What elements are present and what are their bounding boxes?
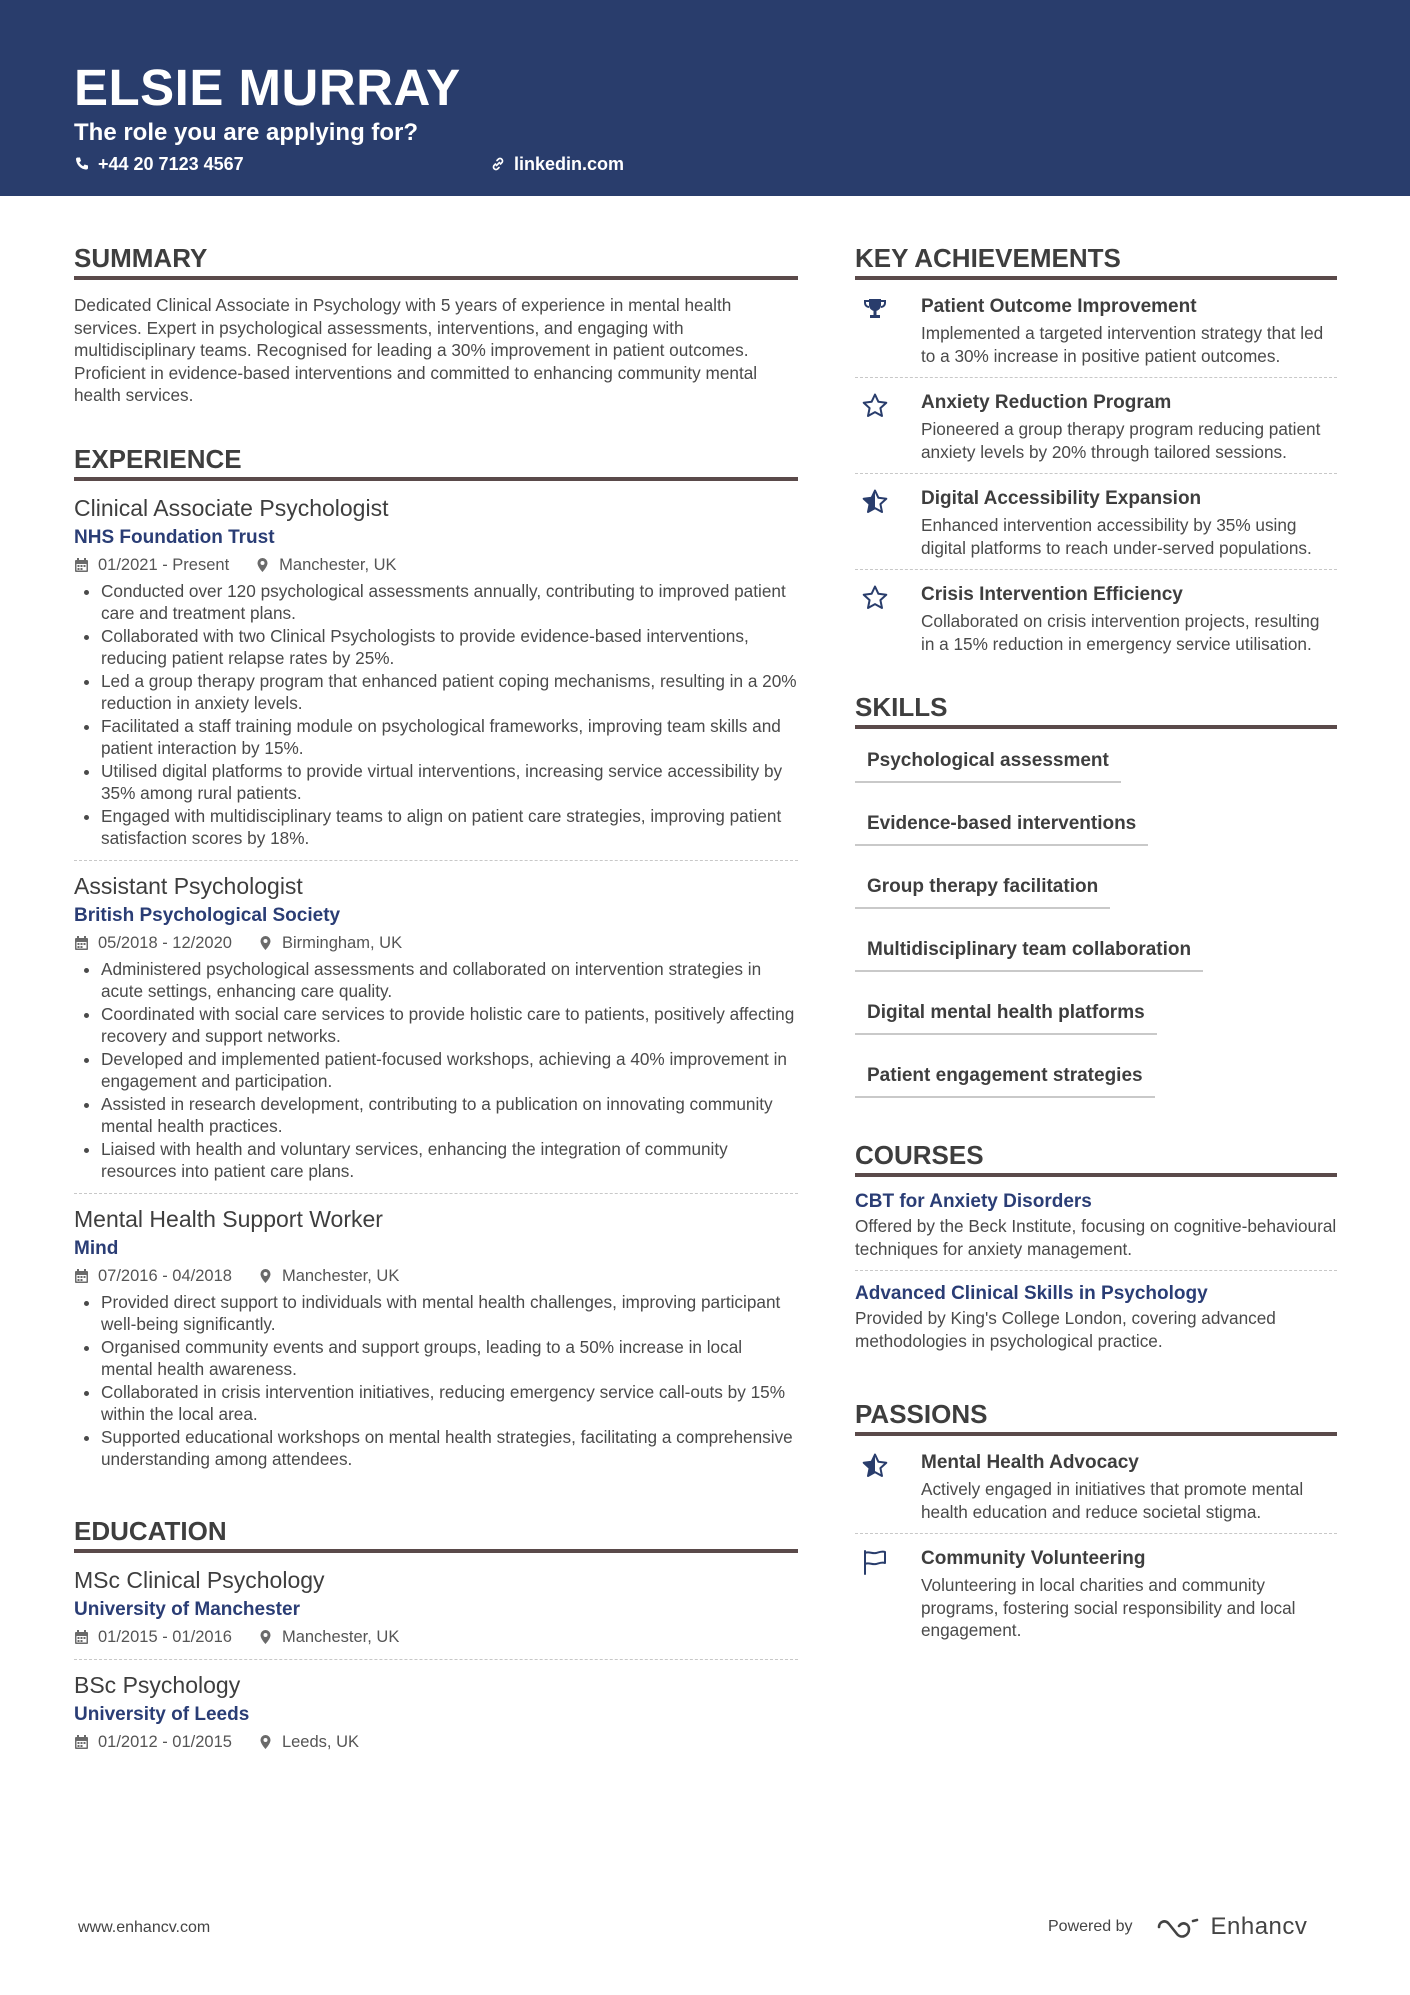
linkedin-contact[interactable] (490, 153, 624, 175)
course-title: Advanced Clinical Skills in Psychology (855, 1283, 1208, 1304)
job-dates: 05/2018 - 12/2020 (98, 933, 232, 952)
course-title: CBT for Anxiety Disorders (855, 1191, 1092, 1212)
job-dates: 01/2021 - Present (98, 555, 230, 574)
skill-tag: Group therapy facilitation (855, 875, 1110, 909)
achievement-title: Digital Accessibility Expansion (921, 488, 1202, 509)
brand-logo[interactable] (1155, 1913, 1308, 1941)
passion-description: Actively engaged in initiatives that promote mental health education and reduce societal stigma. (921, 1479, 1304, 1522)
star-half-icon (861, 488, 889, 516)
course-item (855, 1281, 1337, 1362)
summary-text: Dedicated Clinical Associate in Psychology with 5 years of experience in mental health services. Expert in psychological assessments, interventions, and engaging with multidisciplinary teams. Recognised for leading a 30% improvement in patient outcomes. Proficient in evidence-based interventions and committed to enhancing community mental health services. (74, 295, 758, 405)
powered-by-label: Powered by (1048, 1918, 1133, 1935)
job-location: Manchester, UK (281, 1266, 400, 1285)
job-bullets (74, 958, 798, 1183)
star-half-icon (861, 1452, 889, 1480)
job-bullet: • Facilitated a staff training module on psychological frameworks, improving team skills and patient interaction by 15%. (101, 715, 798, 760)
education-entry (74, 1565, 798, 1660)
job-organization: Mind (74, 1237, 119, 1259)
job-bullet: • Utilised digital platforms to provide virtual interventions, increasing service accessibility by 35% among rural patients. (101, 760, 798, 805)
job-bullet: • Conducted over 120 psychological assessments annually, contributing to improved patient care and treatment plans. (101, 580, 798, 625)
education-heading: EDUCATION (74, 1515, 798, 1553)
achievement-item (855, 570, 1337, 665)
achievement-description: Enhanced intervention accessibility by 35% using digital platforms to reach under-served populations. (921, 515, 1312, 558)
education-dates: 01/2015 - 01/2016 (98, 1627, 232, 1646)
education-dates: 01/2012 - 01/2015 (98, 1732, 232, 1751)
skill-tag: Multidisciplinary team collaboration (855, 938, 1203, 972)
achievement-item (855, 378, 1337, 474)
location-pin-icon (258, 1734, 273, 1750)
location-pin-icon (255, 557, 270, 573)
achievement-title: Anxiety Reduction Program (921, 392, 1172, 413)
job-meta (74, 1264, 798, 1288)
job-bullet: • Led a group therapy program that enhanced patient coping mechanisms, resulting in a 20% reduction in anxiety levels. (101, 670, 798, 715)
left-column (74, 196, 798, 1764)
job-bullet: • Collaborated with two Clinical Psychologists to provide evidence-based interventions, reducing patient relapse rates by 25%. (101, 625, 798, 670)
education-meta (74, 1730, 798, 1754)
course-description: Offered by the Beck Institute, focusing on cognitive-behavioural techniques for anxiety management. (855, 1216, 1337, 1259)
calendar-icon (74, 1734, 89, 1750)
job-bullet: • Engaged with multidisciplinary teams to align on patient care strategies, improving patient satisfaction scores by 18%. (101, 805, 798, 850)
passion-item (855, 1438, 1337, 1534)
passion-description: Volunteering in local charities and community programs, fostering social responsibility and local engagement. (921, 1575, 1296, 1640)
job-meta (74, 931, 798, 955)
courses-heading: COURSES (855, 1139, 1337, 1177)
course-item (855, 1189, 1337, 1271)
education-location: Manchester, UK (281, 1627, 400, 1646)
job-bullet: • Collaborated in crisis intervention initiatives, reducing emergency service call-outs by 15% within the local area. (101, 1381, 798, 1426)
course-description: Provided by King's College London, covering advanced methodologies in psychological practice. (855, 1308, 1276, 1351)
job-title: Clinical Associate Psychologist (74, 494, 389, 521)
star-outline-icon (861, 584, 889, 612)
calendar-icon (74, 557, 89, 573)
summary-section (74, 242, 798, 407)
education-entry (74, 1670, 798, 1764)
location-pin-icon (258, 1268, 273, 1284)
achievement-item (855, 282, 1337, 378)
job-bullets (74, 1291, 798, 1471)
job-entry (74, 871, 798, 1194)
footer-branding (1048, 1913, 1307, 1941)
job-bullet: • Assisted in research development, contributing to a publication on innovating community mental health practices. (101, 1093, 798, 1138)
achievement-title: Patient Outcome Improvement (921, 296, 1197, 317)
trophy-icon (861, 296, 889, 324)
education-meta (74, 1625, 798, 1649)
job-bullets (74, 580, 798, 850)
experience-heading: EXPERIENCE (74, 443, 798, 481)
achievement-description: Collaborated on crisis intervention projects, resulting in a 15% reduction in emergency service utilisation. (921, 611, 1320, 654)
job-location: Birmingham, UK (281, 933, 403, 952)
link-icon (490, 156, 506, 172)
job-bullet: • Supported educational workshops on mental health strategies, facilitating a comprehensive understanding among attendees. (101, 1426, 798, 1471)
job-entry (74, 1204, 798, 1481)
phone-icon (74, 156, 90, 172)
calendar-icon (74, 935, 89, 951)
degree-title: BSc Psychology (74, 1671, 241, 1698)
achievements-section (855, 242, 1337, 665)
skill-tag: Digital mental health platforms (855, 1001, 1157, 1035)
job-title: Mental Health Support Worker (74, 1205, 383, 1232)
job-bullet: • Provided direct support to individuals with mental health challenges, improving participant well-being significantly. (101, 1291, 798, 1336)
job-bullet: • Coordinated with social care services to provide holistic care to patients, positively affecting recovery and support networks. (101, 1003, 798, 1048)
skills-heading: SKILLS (855, 691, 1337, 729)
courses-section (855, 1139, 1337, 1362)
phone-number: +44 20 7123 4567 (98, 154, 244, 174)
achievement-description: Implemented a targeted intervention strategy that led to a 30% increase in positive patient outcomes. (921, 323, 1324, 366)
job-bullet: • Liaised with health and voluntary services, enhancing the integration of community resources into patient care plans. (101, 1138, 798, 1183)
school-name: University of Manchester (74, 1598, 300, 1620)
job-dates: 07/2016 - 04/2018 (98, 1266, 232, 1285)
brand-name: Enhancv (1210, 1913, 1308, 1940)
job-organization: British Psychological Society (74, 904, 341, 926)
achievements-heading: KEY ACHIEVEMENTS (855, 242, 1337, 280)
job-meta (74, 553, 798, 577)
job-entry (74, 493, 798, 861)
candidate-name: ELSIE MURRAY (74, 59, 461, 116)
calendar-icon (74, 1268, 89, 1284)
enhancv-logo-icon (1155, 1915, 1201, 1939)
job-title: Assistant Psychologist (74, 872, 303, 899)
footer-website[interactable]: www.enhancv.com (78, 1919, 211, 1936)
passions-heading: PASSIONS (855, 1398, 1337, 1436)
phone-contact (74, 153, 244, 175)
job-bullet: • Developed and implemented patient-focused workshops, achieving a 40% improvement in engagement and participation. (101, 1048, 798, 1093)
passions-section (855, 1398, 1337, 1652)
job-location: Manchester, UK (279, 555, 397, 574)
education-section (74, 1515, 798, 1764)
summary-heading: SUMMARY (74, 242, 798, 280)
job-bullet: • Administered psychological assessments and collaborated on intervention strategies in acute settings, enhancing care quality. (101, 958, 798, 1003)
education-location: Leeds, UK (281, 1732, 359, 1751)
job-bullet: • Organised community events and support groups, leading to a 50% increase in local mental health awareness. (101, 1336, 798, 1381)
skill-tag: Psychological assessment (855, 749, 1121, 783)
passion-title: Mental Health Advocacy (921, 1452, 1139, 1473)
skills-section (855, 691, 1337, 1098)
achievement-title: Crisis Intervention Efficiency (921, 584, 1183, 605)
linkedin-link[interactable]: linkedin.com (514, 154, 625, 174)
location-pin-icon (258, 1629, 273, 1645)
degree-title: MSc Clinical Psychology (74, 1566, 325, 1593)
role-title: The role you are applying for? (74, 119, 419, 146)
resume-header (0, 0, 1410, 196)
skill-tag: Patient engagement strategies (855, 1064, 1155, 1098)
skill-tag: Evidence-based interventions (855, 812, 1148, 846)
flag-icon (861, 1548, 889, 1576)
passion-title: Community Volunteering (921, 1548, 1146, 1569)
school-name: University of Leeds (74, 1703, 250, 1725)
achievement-description: Pioneered a group therapy program reducing patient anxiety levels by 20% through tailored sessions. (921, 419, 1321, 462)
experience-section (74, 443, 798, 1481)
location-pin-icon (258, 935, 273, 951)
achievement-item (855, 474, 1337, 570)
calendar-icon (74, 1629, 89, 1645)
passion-item (855, 1534, 1337, 1652)
job-organization: NHS Foundation Trust (74, 526, 275, 548)
star-outline-icon (861, 392, 889, 420)
right-column (855, 196, 1337, 1652)
